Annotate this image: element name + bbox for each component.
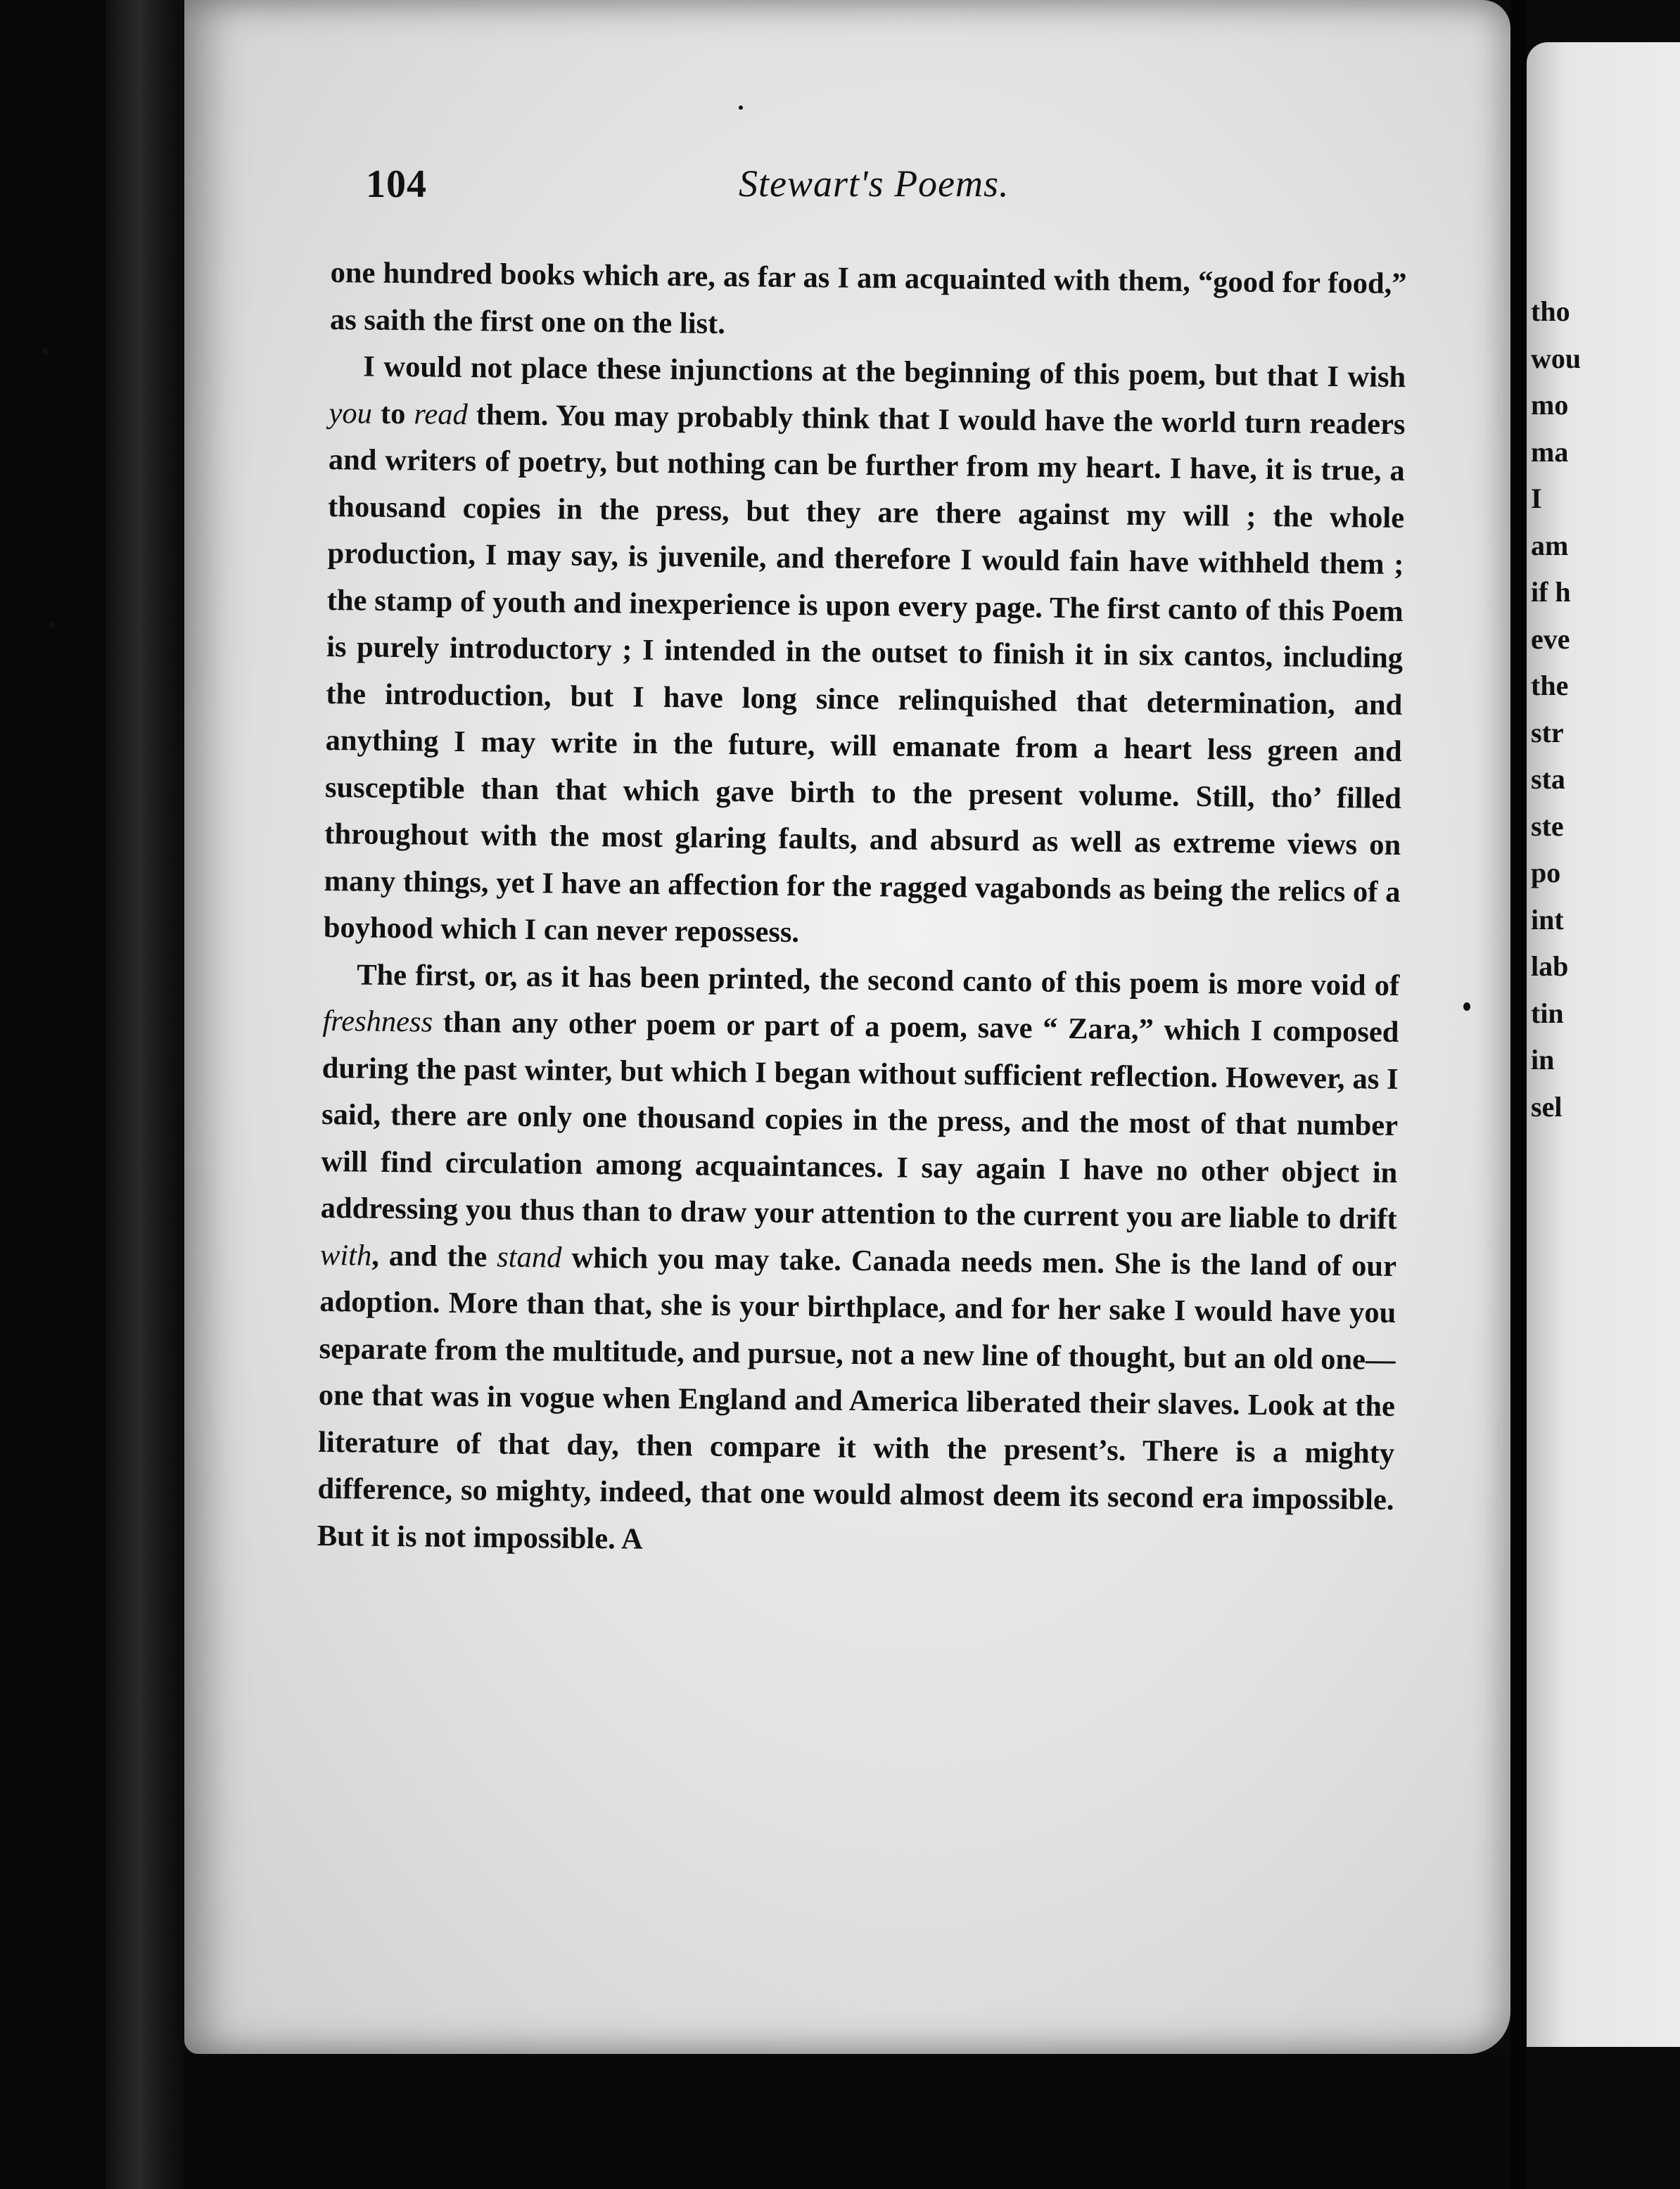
right-page-fragment: eve — [1531, 623, 1570, 655]
right-page-fragment: in — [1531, 1044, 1555, 1076]
running-head: Stewart's Poems. — [739, 162, 1010, 205]
right-page-fragment: am — [1531, 529, 1569, 561]
right-page-fragment: ma — [1531, 435, 1569, 468]
right-page-fragment: if h — [1531, 576, 1571, 608]
text-run: I would not place these injunctions at the beginning of this poem, but that I wish — [363, 350, 1406, 395]
text-run: one hundred books which are, as far as I am acquainted with them, “good for food,” as saith the first one on the list. — [329, 255, 1407, 340]
text-run: to — [371, 397, 414, 430]
page-header — [366, 162, 1435, 225]
right-page-fragment: ste — [1531, 810, 1564, 842]
paragraph — [324, 343, 1406, 962]
text-run: which you may take. Canada needs men. She is the land of our adoption. More than that, she is your birthplace, and for her sake I would have you separate from the multitude, and pursue, not a new line of thought, but an old one—one that was in vogue when England and America liberated their slaves. Look at the literature of that day, then compare it with the present’s. There is a mighty difference, so mighty, indeed, that one would almost deem its second era impossible. But it is not impossible. A — [317, 1241, 1397, 1556]
italic-text-run: freshness — [322, 1004, 433, 1039]
right-page-fragment: sel — [1531, 1090, 1563, 1123]
ink-speck — [42, 348, 49, 355]
ink-speck — [739, 106, 743, 110]
right-page-text — [1531, 288, 1672, 1130]
body-text — [317, 250, 1407, 1571]
page-number: 104 — [366, 162, 427, 206]
paragraph — [317, 951, 1400, 1570]
right-page-fragment: str — [1531, 716, 1564, 748]
right-page-fragment: the — [1531, 670, 1569, 701]
right-page-fragment: wou — [1531, 342, 1582, 374]
right-page-fragment: po — [1531, 857, 1561, 888]
book-binding-edge — [106, 0, 190, 2189]
italic-text-run: stand — [497, 1240, 562, 1275]
ink-speck — [49, 623, 55, 628]
text-run: , and the — [371, 1239, 497, 1274]
page-bottom-shadow — [184, 2054, 1510, 2189]
right-page-fragment: lab — [1531, 950, 1569, 982]
italic-text-run: read — [414, 397, 468, 431]
right-page-fragment: tin — [1531, 997, 1564, 1029]
text-run: The first, or, as it has been printed, the second canto of this poem is more void of — [356, 957, 1400, 1002]
italic-text-run: you — [329, 396, 373, 430]
right-page-fragment: mo — [1531, 389, 1569, 421]
text-run: than any other poem or part of a poem, save “ Zara,” which I composed during the past winter, but which I began without sufficient reflection. However, as I said, there are only one thousand copies in the press, and the most of that number will find circulation among acquaintances. I say again I have no other object in addressing you thus than to draw your attention to the current you are liable to drift — [320, 1005, 1399, 1236]
right-page-fragment: I — [1531, 483, 1542, 514]
paragraph — [330, 250, 1407, 355]
text-run: them. You may probably think that I would have the world turn readers and writers of poetry, but nothing can be further from my heart. I have, it is true, a thousand copies in the press, but they are there against my will ; the whole production, I may say, is juvenile, and therefore I would fain have withheld them ; the stamp of youth and inexperience is upon every page. The first canto of this Poem is purely introductory ; I intended in the outset to finish it in six cantos, including the introduction, but I have long since relinquished that determination, and anything I may write in the future, will emanate from a heart less green and susceptible than that which gave birth to the present volume. Still, tho’ filled throughout with the most glaring faults, and absurd as well as extreme views on many things, yet I have an affection for the ragged vagabonds as being the relics of a boyhood which I can never repossess. — [323, 397, 1406, 950]
right-page-fragment: tho — [1531, 295, 1570, 327]
ink-speck — [1463, 1002, 1470, 1011]
right-page-fragment: sta — [1531, 763, 1565, 795]
page-gutter — [1510, 0, 1527, 2189]
italic-text-run: with — [319, 1238, 372, 1272]
right-page-fragment: int — [1531, 903, 1564, 936]
